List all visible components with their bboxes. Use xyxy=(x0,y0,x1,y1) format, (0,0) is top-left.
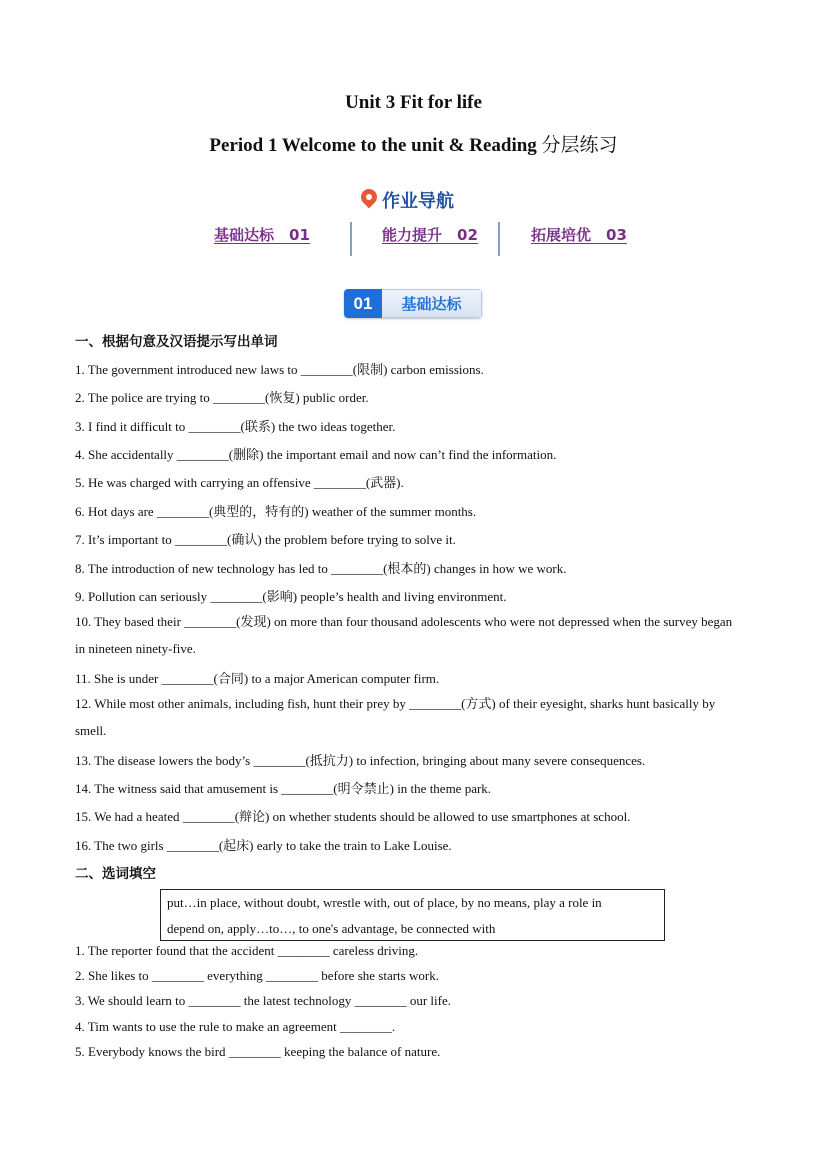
homework-nav-title xyxy=(360,187,454,213)
homework-nav-links xyxy=(0,222,827,256)
exercise-item: 9. Pollution can seriously ________(影响) people’s health and living environment. xyxy=(75,589,507,604)
exercise-item: 12. While most other animals, including fish, hunt their prey by ________(方式) of their eyesight, sharks hunt basically by smell. xyxy=(75,696,716,738)
section2-heading: 二、选词填空 xyxy=(75,866,156,882)
homework-nav-label: 作业导航 xyxy=(382,191,454,212)
nav-divider xyxy=(498,222,500,256)
nav-divider xyxy=(350,222,352,256)
exercise-item: 11. She is under ________(合同) to a major American computer firm. xyxy=(75,671,440,686)
exercise-item: 6. Hot days are ________(典型的，特有的) weather of the summer months. xyxy=(75,504,477,519)
fill-in-item: 5. Everybody knows the bird ________ keeping the balance of nature. xyxy=(75,1044,441,1059)
location-pin-icon xyxy=(360,189,378,211)
unit-title: Unit 3 Fit for life xyxy=(345,92,482,113)
section-badge-number: 01 xyxy=(344,289,382,318)
exercise-item: 15. We had a heated ________(辩论) on whether students should be allowed to use smartphones at school. xyxy=(75,809,631,824)
nav-link-extension[interactable]: 拓展培优 03 xyxy=(531,226,627,244)
fill-in-item: 3. We should learn to ________ the latest technology ________ our life. xyxy=(75,993,452,1008)
word-bank-line: put…in place, without doubt, wrestle with, out of place, by no means, play a role in xyxy=(167,895,602,910)
exercise-item: 3. I find it difficult to ________(联系) the two ideas together. xyxy=(75,419,396,434)
exercise-item: 8. The introduction of new technology has led to ________(根本的) changes in how we work. xyxy=(75,561,567,576)
exercise-item: 14. The witness said that amusement is ________(明令禁止) in the theme park. xyxy=(75,781,492,796)
nav-link-ability[interactable]: 能力提升 02 xyxy=(382,226,478,244)
fill-in-item: 4. Tim wants to use the rule to make an agreement ________. xyxy=(75,1019,396,1034)
exercise-item: 13. The disease lowers the body’s ________(抵抗力) to infection, bringing about many severe consequences. xyxy=(75,753,646,768)
exercise-item: 5. He was charged with carrying an offensive ________(武器). xyxy=(75,475,404,490)
exercise-item: 16. The two girls ________(起床) early to take the train to Lake Louise. xyxy=(75,838,452,853)
period-title xyxy=(0,130,827,157)
exercise-item: 4. She accidentally ________(删除) the important email and now can’t find the information. xyxy=(75,447,557,462)
section1-heading: 一、根据句意及汉语提示写出单词 xyxy=(75,334,278,350)
word-bank-box xyxy=(160,889,665,941)
exercise-item: 10. They based their ________(发现) on more than four thousand adolescents who were not depressed when the survey began in nineteen ninety-five. xyxy=(75,614,733,656)
word-bank-line: depend on, apply…to…, to one's advantage, be connected with xyxy=(167,921,496,936)
fill-in-item: 2. She likes to ________ everything ________ before she starts work. xyxy=(75,968,439,983)
period-title-en: Period 1 Welcome to the unit & Reading xyxy=(209,135,542,156)
exercise-item: 1. The government introduced new laws to ________(限制) carbon emissions. xyxy=(75,362,484,377)
fill-in-item: 1. The reporter found that the accident ________ careless driving. xyxy=(75,943,419,958)
period-title-cn: 分层练习 xyxy=(541,134,618,156)
section-badge-label: 基础达标 xyxy=(382,289,482,318)
section-badge xyxy=(344,289,482,318)
exercise-item: 7. It’s important to ________(确认) the problem before trying to solve it. xyxy=(75,532,456,547)
exercise-item: 2. The police are trying to ________(恢复) public order. xyxy=(75,390,369,405)
nav-link-basic[interactable]: 基础达标 01 xyxy=(214,226,310,244)
